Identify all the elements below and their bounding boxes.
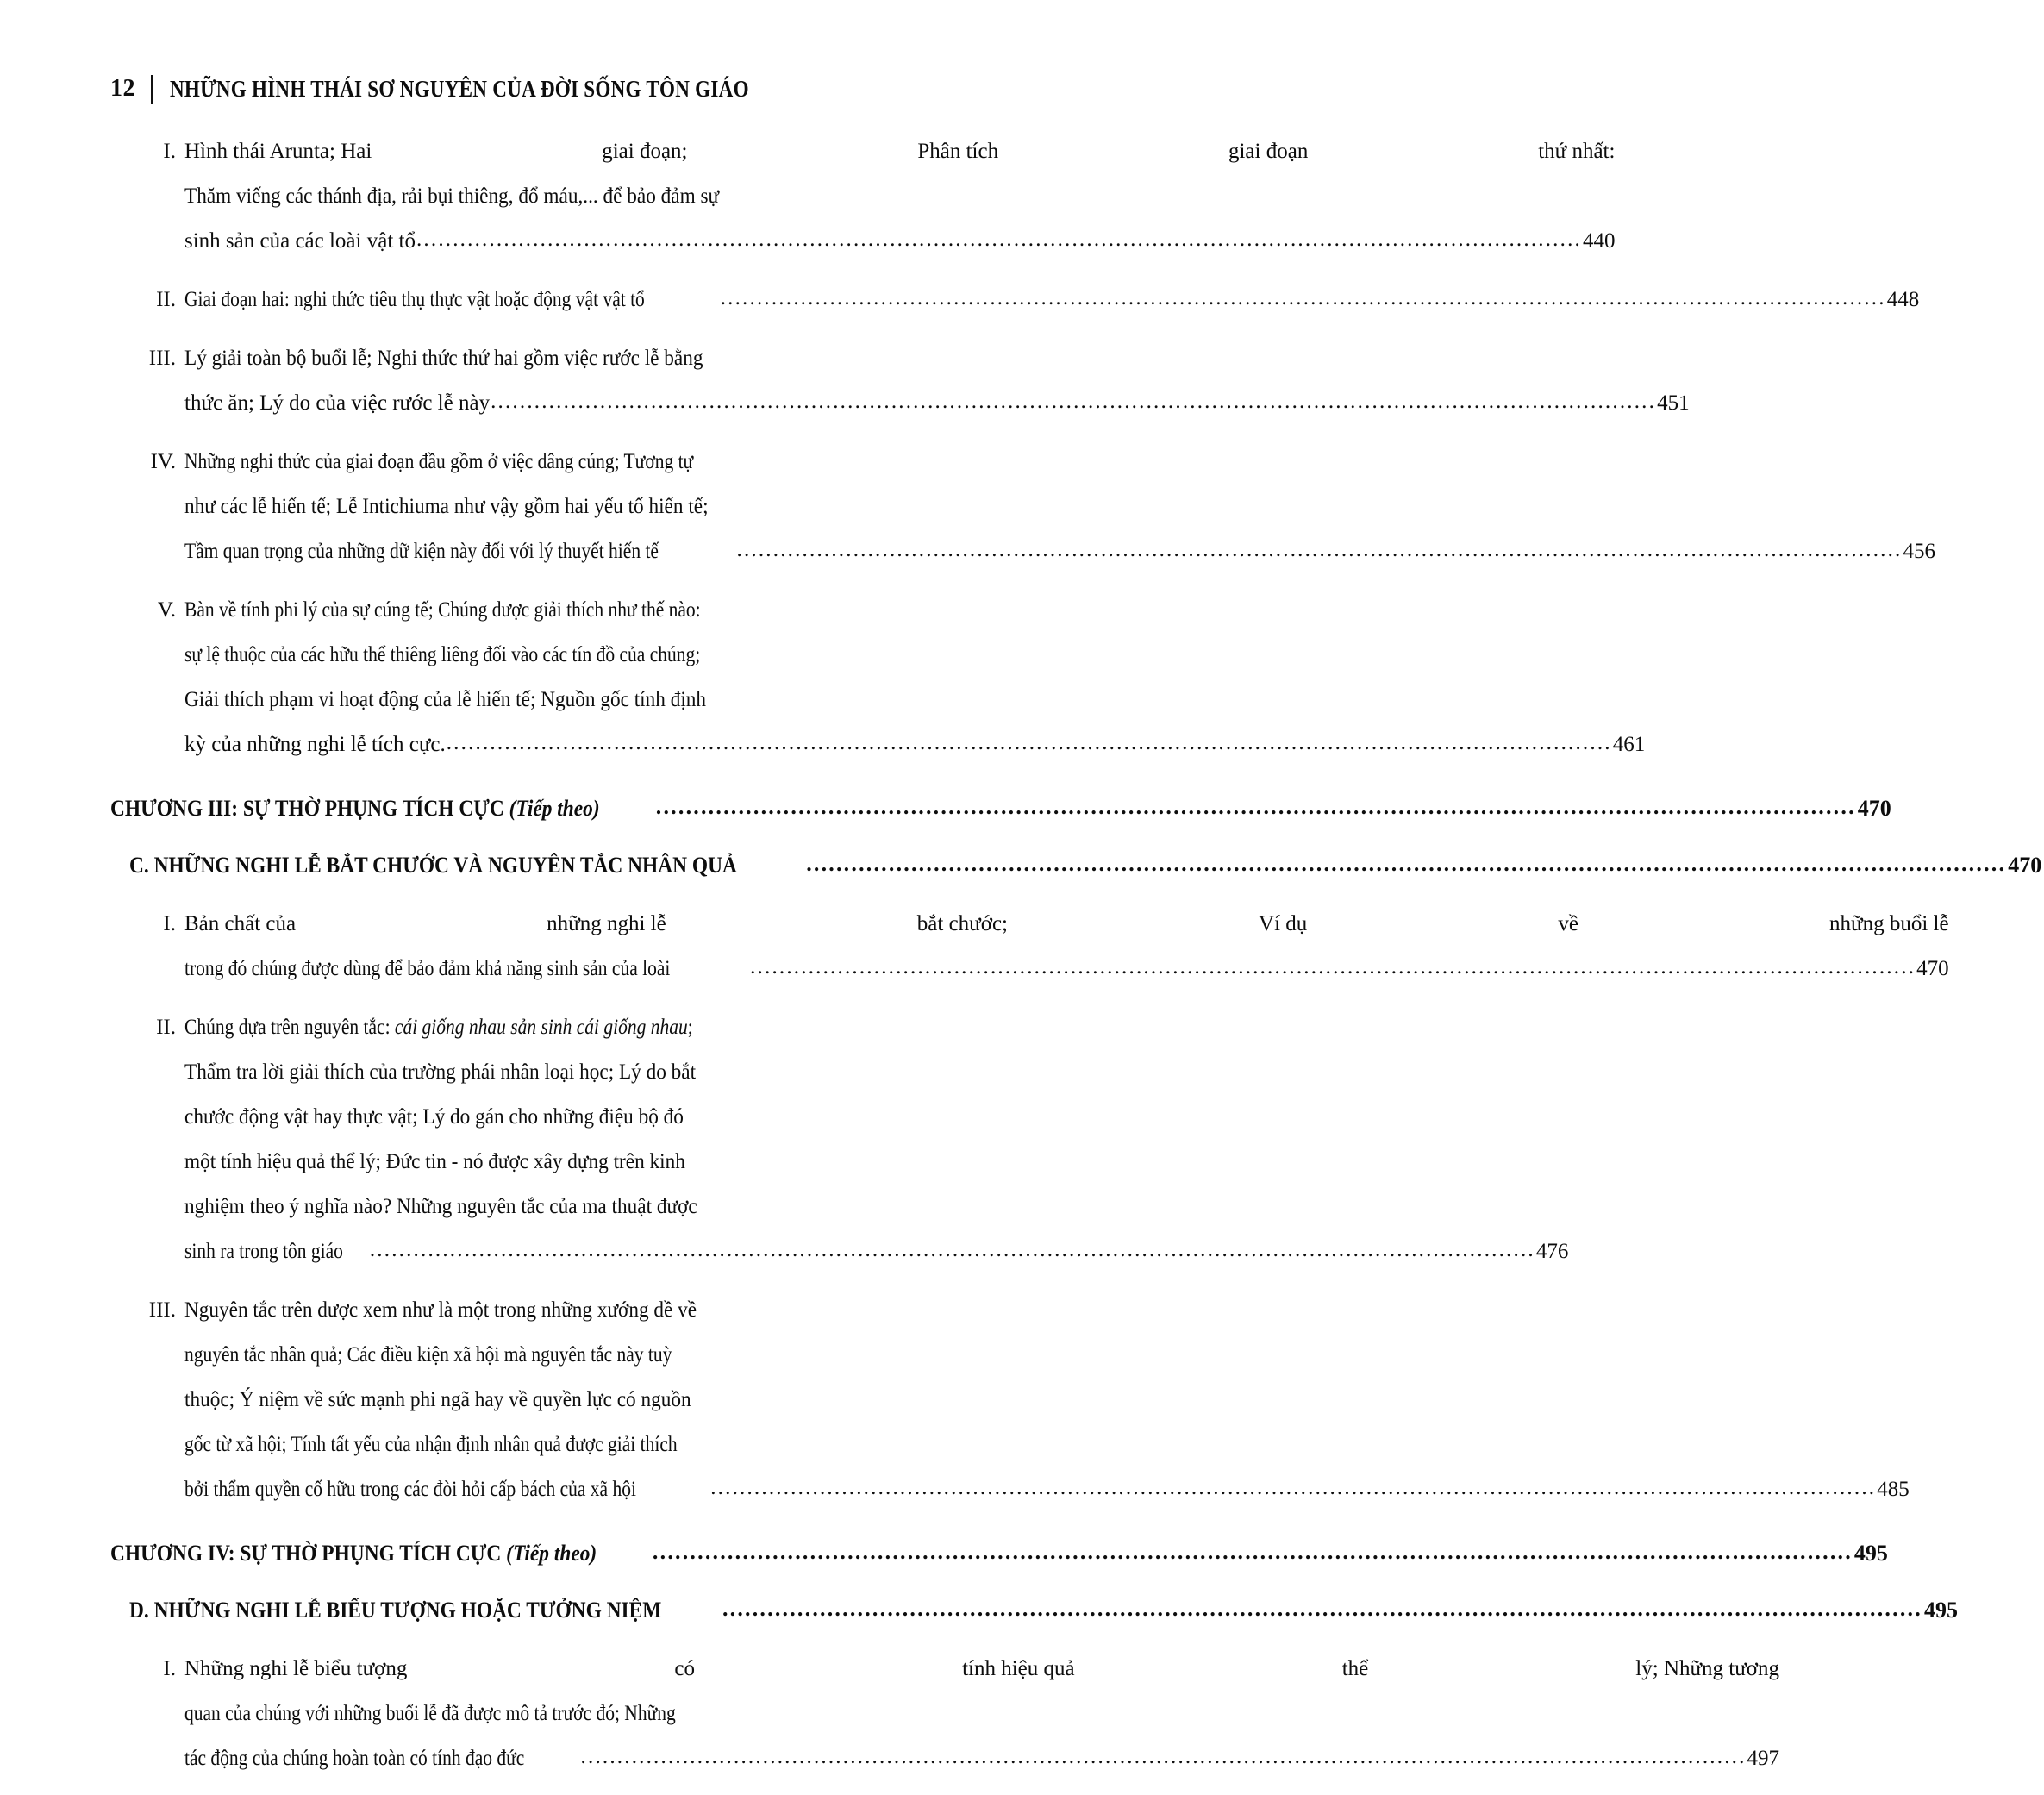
section-title: C. NHỮNG NGHI LỄ BẮT CHƯỚC VÀ NGUYÊN TẮC NHÂN QUẢ xyxy=(129,853,737,878)
entry-line xyxy=(184,278,1919,322)
table-of-contents xyxy=(0,129,2042,1795)
chapter-title-continued: (Tiếp theo) xyxy=(509,796,600,821)
entry-line-part: những buổi lễ xyxy=(1829,912,1949,935)
entry-line-part: Giai đoạn hai: nghi thức tiêu thụ thực vật hoặc động vật vật tổ xyxy=(184,288,645,311)
dot-leader-line xyxy=(184,381,1690,426)
running-header xyxy=(110,74,859,103)
chapter-title xyxy=(110,1531,597,1576)
entry-line xyxy=(184,1378,1910,1423)
entry-numeral: V. xyxy=(157,598,176,622)
entry-line-part: Phân tích xyxy=(917,140,999,163)
book-title: NHỮNG HÌNH THÁI SƠ NGUYÊN CỦA ĐỜI SỐNG TÔN GIÁO xyxy=(170,75,749,103)
dot-leader-line xyxy=(184,722,1645,767)
entry-line xyxy=(184,633,1645,678)
entry-line-part: giai đoạn; xyxy=(602,140,688,163)
entry-line xyxy=(184,174,1615,219)
entry-line-part: Thăm viếng các thánh địa, rải bụi thiêng, đổ máu,... để bảo đảm sự xyxy=(184,185,720,208)
entry-numeral: I. xyxy=(163,1657,176,1680)
page-number: 448 xyxy=(1886,288,1920,311)
dot-leader xyxy=(581,1735,1747,1779)
page-number: 461 xyxy=(1612,733,1646,756)
entry-line xyxy=(184,1005,1568,1050)
entry-line-part: thuộc; Ý niệm về sức mạnh phi ngã hay về quyền lực có nguồn xyxy=(184,1388,691,1411)
dot-leader xyxy=(721,276,1886,321)
page-number: 495 xyxy=(1923,1598,1958,1623)
entry-line-part: kỳ của những nghi lễ tích cực. xyxy=(184,733,446,756)
entry-line-part: bắt chước; xyxy=(916,912,1008,935)
entry-line-part: sinh ra trong tôn giáo xyxy=(184,1240,343,1263)
toc-entry xyxy=(0,1288,1910,1512)
section-heading-c xyxy=(0,843,2042,888)
page-number: 476 xyxy=(1535,1240,1569,1263)
toc-entry xyxy=(0,588,1646,767)
dot-leader-line xyxy=(184,219,1615,264)
entry-line-part xyxy=(184,1005,693,1050)
dot-leader-line xyxy=(184,529,1935,574)
entry-line xyxy=(184,129,1615,174)
entry-line xyxy=(184,1095,1568,1140)
dot-leader xyxy=(750,945,1916,990)
dot-leader xyxy=(491,379,1656,424)
dot-leader xyxy=(722,1586,1922,1631)
entry-line xyxy=(184,1050,1568,1095)
chapter-title xyxy=(110,786,600,831)
entry-line-part: thức ăn; Lý do của việc rước lễ này xyxy=(184,391,491,415)
dot-leader xyxy=(656,785,1856,829)
entry-line xyxy=(184,219,1615,264)
entry-line xyxy=(184,1467,1910,1512)
entry-body xyxy=(184,588,1740,767)
entry-line-part: giai đoạn xyxy=(1228,140,1309,163)
page-number: 451 xyxy=(1657,391,1690,415)
entry-line-part: nguyên tắc nhân quả; Các điều kiện xã hội mà nguyên tắc này tuỳ xyxy=(184,1343,672,1367)
page-number: 495 xyxy=(1853,1541,1888,1566)
section-title: D. NHỮNG NGHI LỄ BIỂU TƯỢNG HOẶC TƯỞNG NIỆM xyxy=(129,1598,662,1623)
dot-leader-line xyxy=(184,947,1949,991)
entry-numeral: II. xyxy=(156,1016,176,1039)
chapter-title-continued: (Tiếp theo) xyxy=(506,1541,597,1566)
dot-leader xyxy=(653,1529,1853,1574)
toc-entry xyxy=(0,440,1935,574)
toc-entry xyxy=(0,278,1920,322)
entry-body xyxy=(184,902,2044,991)
dot-leader xyxy=(416,217,1582,262)
entry-numeral: III. xyxy=(148,1298,176,1322)
entry-line-part: Giải thích phạm vi hoạt động của lễ hiến tế; Nguồn gốc tính định xyxy=(184,688,707,711)
toc-entry xyxy=(0,1005,1569,1274)
page-number: 470 xyxy=(1857,796,1891,821)
chapter-title-text: CHƯƠNG IV: SỰ THỜ PHỤNG TÍCH CỰC xyxy=(110,1541,507,1566)
entry-line-part: những nghi lễ xyxy=(547,912,666,935)
entry-line-part: Những nghi thức của giai đoạn đầu gồm ở việc dâng cúng; Tương tự xyxy=(184,450,694,473)
entry-line-part: Lý giải toàn bộ buổi lễ; Nghi thức thứ hai gồm việc rước lễ bằng xyxy=(184,347,703,370)
page-number: 470 xyxy=(2008,853,2042,878)
entry-line xyxy=(184,1736,1779,1781)
chapter-title-text: CHƯƠNG III: SỰ THỜ PHỤNG TÍCH CỰC xyxy=(110,796,509,821)
entry-line-part: nghiệm theo ý nghĩa nào? Những nguyên tắc của ma thuật được xyxy=(184,1195,697,1218)
page-number: 485 xyxy=(1877,1478,1910,1501)
entry-body xyxy=(184,1647,1874,1781)
entry-line xyxy=(184,1288,1910,1333)
entry-line xyxy=(184,1423,1910,1467)
header-divider-rule xyxy=(151,75,153,104)
entry-line xyxy=(184,381,1690,426)
entry-line-part: có xyxy=(674,1657,696,1680)
entry-line xyxy=(184,722,1645,767)
entry-line-part: như các lễ hiến tế; Lễ Intichiuma như vậy gồm hai yếu tố hiến tế; xyxy=(184,495,709,518)
entry-line-part: Ví dụ xyxy=(1259,912,1308,935)
entry-line-part: thứ nhất: xyxy=(1538,140,1616,163)
entry-line-part: thể xyxy=(1341,1657,1369,1680)
entry-line-part: Bản chất của xyxy=(184,912,297,935)
entry-line-part: một tính hiệu quả thể lý; Đức tin - nó được xây dựng trên kinh xyxy=(184,1150,685,1173)
entry-line-part: tính hiệu quả xyxy=(962,1657,1075,1680)
entry-line-part: chước động vật hay thực vật; Lý do gán cho những điệu bộ đó xyxy=(184,1105,684,1129)
entry-line xyxy=(184,947,1949,991)
entry-numeral: IV. xyxy=(150,450,176,473)
entry-line-part: Nguyên tắc trên được xem như là một trong những xướng đề về xyxy=(184,1298,697,1322)
entry-line xyxy=(184,902,1949,947)
entry-body xyxy=(184,336,1785,426)
entry-line xyxy=(184,678,1645,722)
entry-line xyxy=(184,1140,1568,1185)
dot-leader-line xyxy=(184,1229,1568,1274)
entry-line-part: gốc từ xã hội; Tính tất yếu của nhận định nhân quả được giải thích xyxy=(184,1433,678,1456)
page-number: 440 xyxy=(1582,229,1616,253)
entry-line-part: sinh sản của các loài vật tổ xyxy=(184,229,416,253)
dot-leader xyxy=(710,1466,1876,1510)
entry-line xyxy=(184,485,1935,529)
toc-entry xyxy=(0,336,1690,426)
page-number: 497 xyxy=(1747,1747,1780,1770)
dot-leader-line xyxy=(184,278,1919,322)
entry-line xyxy=(184,529,1935,574)
entry-line-text: Chúng dựa trên nguyên tắc: xyxy=(184,1016,395,1039)
section-heading-d xyxy=(0,1588,1958,1633)
entry-line-part: quan của chúng với những buổi lễ đã được mô tả trước đó; Những xyxy=(184,1702,676,1725)
entry-line-part: về xyxy=(1558,912,1578,935)
entry-line-part: trong đó chúng được dùng để bảo đảm khả năng sinh sản của loài xyxy=(184,957,671,980)
chapter-heading-4 xyxy=(0,1531,1888,1576)
page-number: 456 xyxy=(1903,540,1935,563)
entry-numeral: II. xyxy=(156,288,176,311)
entry-body xyxy=(184,1005,1663,1274)
page-number: 470 xyxy=(1916,957,1949,980)
entry-line-part: Bàn về tính phi lý của sự cúng tế; Chúng được giải thích như thế nào: xyxy=(184,598,701,622)
entry-line-part: bởi thẩm quyền cố hữu trong các đòi hỏi cấp bách của xã hội xyxy=(184,1478,636,1501)
entry-numeral: III. xyxy=(148,347,176,370)
dot-leader xyxy=(370,1228,1535,1273)
entry-body xyxy=(184,440,2030,574)
entry-body xyxy=(184,129,1710,264)
entry-line xyxy=(184,588,1645,633)
entry-line xyxy=(184,1229,1568,1274)
dot-leader xyxy=(447,721,1612,766)
entry-line-part: Tầm quan trọng của những dữ kiện này đối với lý thuyết hiến tế xyxy=(184,540,659,563)
toc-entry xyxy=(0,129,1616,264)
entry-body xyxy=(184,1288,2004,1512)
entry-numeral: I. xyxy=(163,912,176,935)
toc-entry xyxy=(0,902,1949,991)
dot-leader xyxy=(806,841,2006,886)
entry-line xyxy=(184,440,1935,485)
entry-line-tail: ; xyxy=(687,1016,693,1039)
dot-leader-line xyxy=(184,1736,1779,1781)
page-folio-number: 12 xyxy=(110,75,135,102)
dot-leader-line xyxy=(184,1467,1910,1512)
entry-line-emphasis: cái giống nhau sản sinh cái giống nhau xyxy=(394,1016,688,1039)
chapter-heading-3 xyxy=(0,786,1891,831)
entry-line-part: Hình thái Arunta; Hai xyxy=(184,140,372,163)
toc-entry xyxy=(0,1647,1780,1781)
entry-line xyxy=(184,1692,1779,1736)
entry-body xyxy=(184,278,2014,322)
dot-leader xyxy=(737,528,1903,572)
entry-line-part: lý; Những tương xyxy=(1635,1657,1780,1680)
entry-line-part: sự lệ thuộc của các hữu thể thiêng liêng đối vào các tín đồ của chúng; xyxy=(184,643,701,666)
entry-line xyxy=(184,1185,1568,1229)
entry-line xyxy=(184,336,1690,381)
entry-line-part: Những nghi lễ biểu tượng xyxy=(184,1657,408,1680)
entry-line xyxy=(184,1647,1779,1692)
entry-line-part: Thẩm tra lời giải thích của trường phái nhân loại học; Lý do bắt xyxy=(184,1060,697,1084)
entry-numeral: I. xyxy=(163,140,176,163)
entry-line xyxy=(184,1333,1910,1378)
entry-line-part: tác động của chúng hoàn toàn có tính đạo đức xyxy=(184,1747,525,1770)
